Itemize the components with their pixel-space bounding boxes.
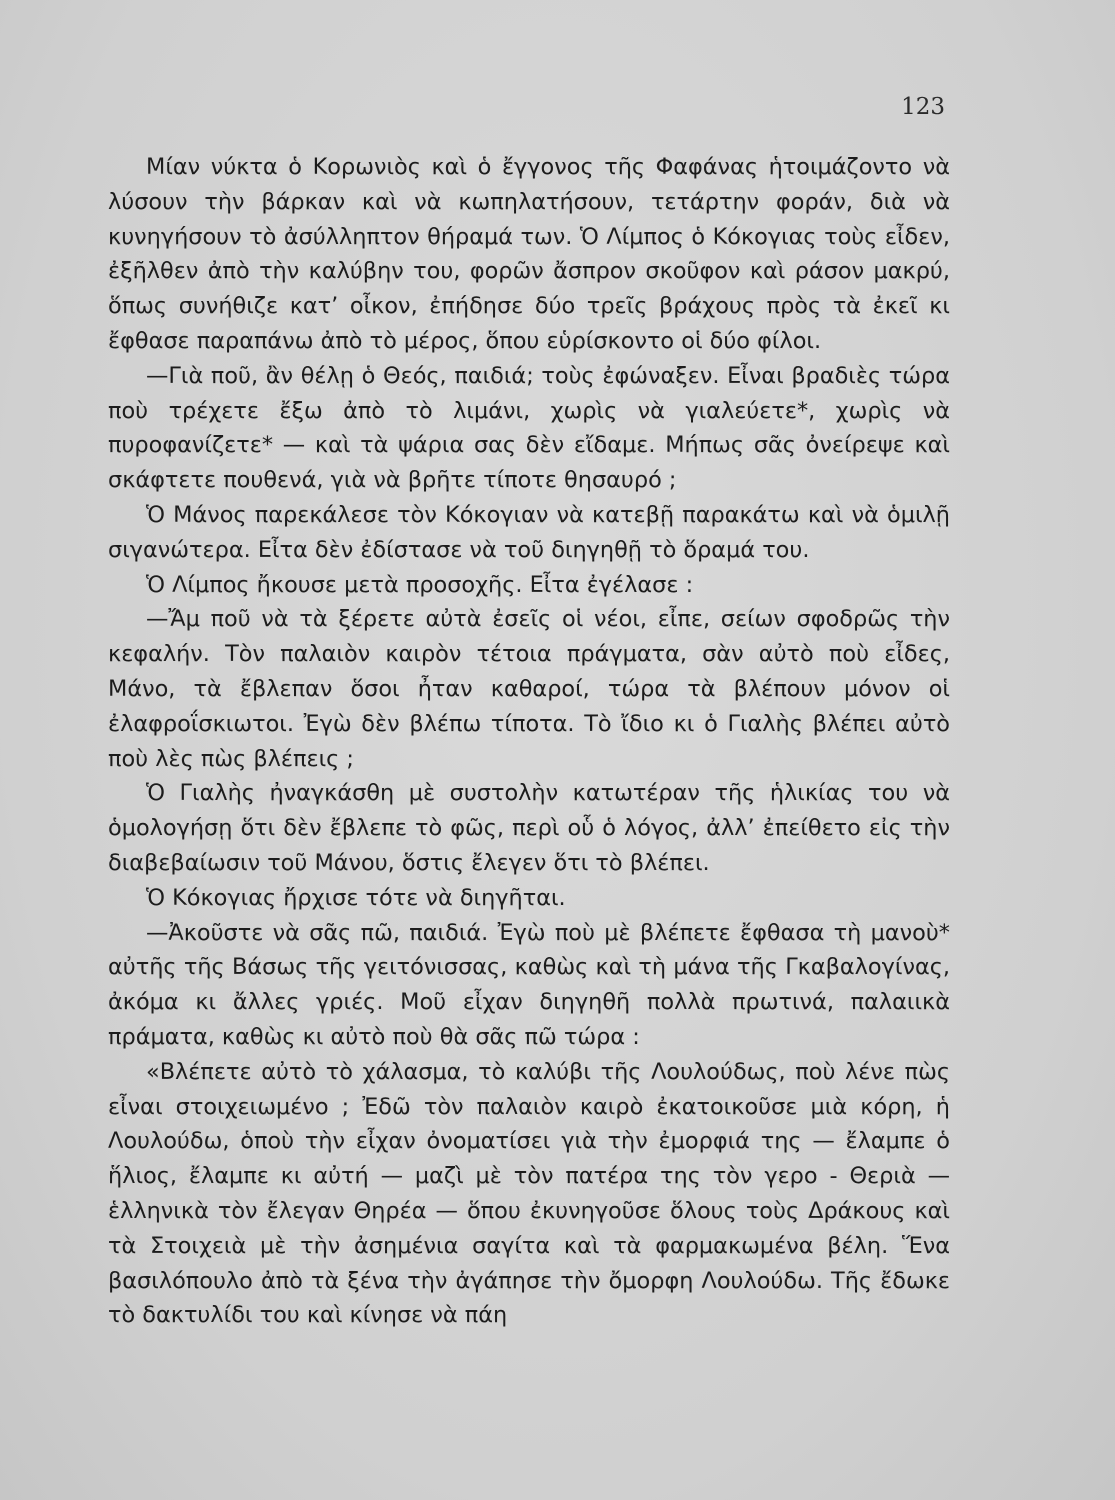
paragraph: «Βλέπετε αὐτὸ τὸ χάλασμα, τὸ καλύβι τῆς Λουλούδως, ποὺ λένε πὼς εἶναι στοιχειωμένο ; Ἐδῶ τὸν παλαιὸν καιρὸ ἐκατοικοῦσε μιὰ κόρη, ἡ Λουλούδω, ὁποὺ τὴν εἶχαν ὀνοματίσει γιὰ τὴν ἐμορφιά της — ἔλαμπε ὁ ἥλιος, ἔλαμπε κι αὐτή — μαζὶ μὲ τὸν πατέρα της τὸν γερο - Θεριὰ — ἑλληνικὰ τὸν ἔλεγαν Θηρέα — ὅπου ἐκυνηγοῦσε ὅλους τοὺς Δράκους καὶ τὰ Στοιχειὰ μὲ τὴν ἀσημένια σαγίτα καὶ τὰ φαρμακωμένα βέλη. Ἕνα βασιλόπουλο ἀπὸ τὰ ξένα τὴν ἀγάπησε τὴν ὄμορφη Λουλούδω. Τῆς ἔδωκε τὸ δακτυλίδι του καὶ κίνησε νὰ πάη [108, 1058, 950, 1329]
page-number: 123 [901, 94, 945, 120]
paragraph: Ὁ Κόκογιας ἤρχισε τότε νὰ διηγῆται. [146, 884, 566, 911]
paragraph: Ὁ Λίμπος ἤκουσε μετὰ προσοχῆς. Εἶτα ἐγέλασε : [146, 571, 694, 598]
paragraph: Ὁ Μάνος παρεκάλεσε τὸν Κόκογιαν νὰ κατεβῇ παρακάτω καὶ νὰ ὁμιλῇ σιγανώτερα. Εἶτα δὲν ἐδίστασε νὰ τοῦ διηγηθῇ τὸ ὅραμά του. [108, 501, 950, 563]
paragraph: —Ἀκοῦστε νὰ σᾶς πῶ, παιδιά. Ἐγὼ ποὺ μὲ βλέπετε ἔφθασα τὴ μανοὺ* αὐτῆς τῆς Βάσως τῆς γειτόνισσας, καθὼς καὶ τὴ μάνα τῆς Γκαβαλογίνας, ἀκόμα κι ἄλλες γριές. Μοῦ εἶχαν διηγηθῆ πολλὰ πρωτινά, παλαιικὰ πράματα, καθὼς κι αὐτὸ ποὺ θὰ σᾶς πῶ τώρα : [108, 919, 950, 1050]
paragraph: —Γιὰ ποῦ, ἂν θέλῃ ὁ Θεός, παιδιά; τοὺς ἐφώναξεν. Εἶναι βραδιὲς τώρα ποὺ τρέχετε ἔξω ἀπὸ τὸ λιμάνι, χωρὶς νὰ γιαλεύετε*, χωρὶς νὰ πυροφανίζετε* — καὶ τὰ ψάρια σας δὲν εἴδαμε. Μήπως σᾶς ὀνείρεψε καὶ σκάφτετε πουθενά, γιὰ νὰ βρῆτε τίποτε θησαυρό ; [108, 362, 950, 494]
paragraph: —Ἄμ ποῦ νὰ τὰ ξέρετε αὐτὰ ἐσεῖς οἱ νέοι, εἶπε, σείων σφοδρῶς τὴν κεφαλήν. Τὸν παλαιὸν καιρὸν τέτοια πράγματα, σὰν αὐτὸ ποὺ εἶδες, Μάνο, τὰ ἔβλεπαν ὅσοι ἦταν καθαροί, τώρα τὰ βλέπουν μόνον οἱ ἐλαφροΐσκιωτοι. Ἐγὼ δὲν βλέπω τίποτα. Τὸ ἴδιο κι ὁ Γιαλὴς βλέπει αὐτὸ ποὺ λὲς πὼς βλέπεις ; [108, 606, 950, 772]
body-text [108, 150, 950, 1333]
paragraph: Μίαν νύκτα ὁ Κορωνιὸς καὶ ὁ ἔγγονος τῆς Φαφάνας ἡτοιμάζοντο νὰ λύσουν τὴν βάρκαν καὶ νὰ κωπηλατήσουν, τετάρτην φοράν, διὰ νὰ κυνηγήσουν τὸ ἀσύλληπτον θήραμά των. Ὁ Λίμπος ὁ Κόκογιας τοὺς εἶδεν, ἐξῆλθεν ἀπὸ τὴν καλύβην του, φορῶν ἄσπρον σκοῦφον καὶ ράσον μακρύ, ὅπως συνήθιζε κατ’ οἶκον, ἐπήδησε δύο τρεῖς βράχους πρὸς τὰ ἐκεῖ κι ἔφθασε παραπάνω ἀπὸ τὸ μέρος, ὅπου εὑρίσκοντο οἱ δύο φίλοι. [108, 154, 950, 354]
paragraph: Ὁ Γιαλὴς ἠναγκάσθη μὲ συστολὴν κατωτέραν τῆς ἡλικίας του νὰ ὁμολογήσῃ ὅτι δὲν ἔβλεπε τὸ φῶς, περὶ οὗ ὁ λόγος, ἀλλ’ ἐπείθετο εἰς τὴν διαβεβαίωσιν τοῦ Μάνου, ὅστις ἔλεγεν ὅτι τὸ βλέπει. [108, 780, 950, 876]
